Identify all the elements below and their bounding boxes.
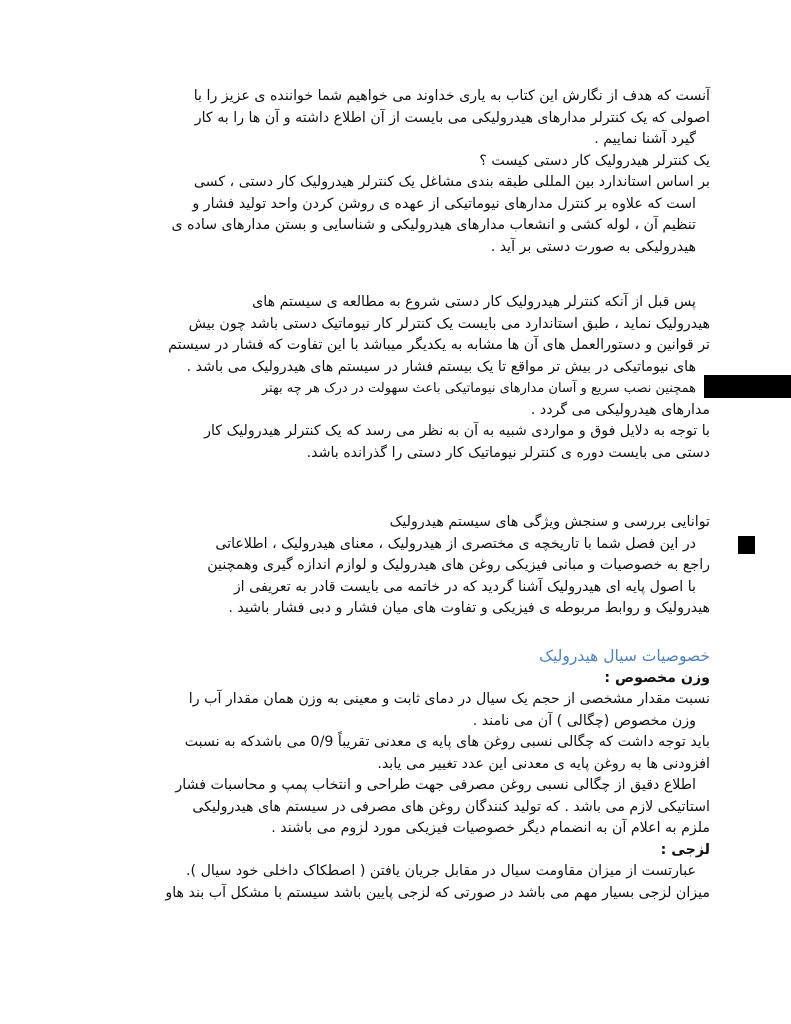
text-line: است که علاوه بر کنترل مدارهای نیوماتیکی از عهده ی روشن کردن واحد تولید فشار و: [192, 195, 696, 212]
text-line: دستی می بایست دوره ی کنترلر نیوماتیک کار دستی را گذرانده باشد.: [306, 444, 710, 461]
text-line: میزان لزجی بسیار مهم می باشد در صورتی که لزجی پایین باشد سیستم با مشکل آب بند هاو: [165, 884, 710, 901]
text-line: نسبت مقدار مشخصی از حجم یک سیال در دمای ثابت و معینی به وزن همان مقدار آب را: [188, 691, 710, 707]
intro-section: [94, 86, 710, 258]
subheading-viscosity: لزجی :: [660, 841, 710, 858]
text-line: باید توجه داشت که چگالی نسبی روغن های پایه ی معدنی تقریباً 0/9 می باشدکه به نسبت: [184, 734, 710, 750]
text-line: هیدرولیکی به صورت دستی بر آید .: [490, 238, 696, 255]
section-question: یک کنترلر هیدرولیک کار دستی کیست ؟: [479, 152, 710, 169]
subheading-specific-weight: وزن مخصوص :: [604, 669, 710, 686]
text-line: اطلاع دقیق از چگالی نسبی روغن مصرفی جهت طراحی و انتخاب پمپ و محاسبات فشار: [175, 777, 696, 793]
text-line: افزودنی ها به روغن پایه ی معدنی این عدد تغییر می یابد.: [377, 755, 710, 772]
text-line: استاتیکی لازم می باشد . که تولید کنندگان روغن های مصرفی در سیستم های هیدرولیکی: [192, 798, 710, 815]
text-line: بر اساس استاندارد بین المللی طبقه بندی مشاغل یک کنترلر هیدرولیک کار دستی ، کسی: [193, 174, 710, 190]
text-line: هیدرولیک و روابط مربوطه ی فیزیکی و تفاوت های میان فشار و دبی فشار باشید .: [228, 600, 710, 616]
text-line: پس قبل از آنکه کنترلر هیدرولیک کار دستی شروع به مطالعه ی سیستم های: [252, 294, 696, 310]
chapter-intro-section: [94, 512, 710, 620]
text-line: تر قوانین و دستورالعمل های آن ها مشابه به یکدیگر میباشد با این تفاوت که فشار در سیستم: [168, 337, 710, 353]
text-line: راجع به خصوصیات و مبانی فیزیکی روغن های هیدرولیک و لوازم اندازه گیری وهمچنین: [207, 557, 710, 573]
section-heading: خصوصیات سیال هیدرولیک: [539, 647, 710, 665]
redaction-bar: [704, 375, 791, 398]
text-line: تنظیم آن ، لوله کشی و انشعاب مدارهای هیدرولیکی و شناسایی و بستن مدارهای ساده ی: [171, 217, 696, 233]
text-line: همچنین نصب سریع و آسان مدارهای نیوماتیکی باعث سهولت در درک هر چه بهتر: [261, 381, 696, 396]
text-line: های نیوماتیکی در بیش تر مواقع تا یک بیستم فشار در سیستم های هیدرولیک می باشد .: [186, 358, 696, 375]
text-line: اصولی که یک کنترلر مدارهای هیدرولیکی می بایست از آن اطلاع داشته و آن ها را به کار: [194, 109, 710, 126]
redaction-square: [738, 536, 755, 554]
text-line: ملزم به اعلام آن به انضمام دیگر خصوصیات فیزیکی مورد لزوم می باشند .: [271, 820, 710, 836]
fluid-properties-section: [94, 646, 710, 904]
pneumatic-section: [94, 292, 710, 464]
text-line: آنست که هدف از نگارش این کتاب به یاری خداوند می خواهیم شما خواننده ی عزیز را با: [193, 88, 710, 104]
text-line: در این فصل شما با تاریخچه ی مختصری از هیدرولیک ، معنای هیدرولیک ، اطلاعاتی: [215, 535, 696, 552]
text-line: با اصول پایه ای هیدرولیک آشنا گردید که در خاتمه می بایست قادر به تعریفی از: [233, 578, 696, 595]
text-line: وزن مخصوص (چگالی ) آن می نامند .: [472, 712, 696, 729]
text-line: مدارهای هیدرولیکی می گردد .: [530, 401, 710, 418]
text-line: هیدرولیک نماید ، طبق استاندارد می بایست یک کنترلر کار نیوماتیک دستی باشد چون بیش: [188, 315, 710, 332]
chapter-title: توانایی بررسی و سنجش ویژگی های سیستم هیدرولیک: [389, 514, 710, 530]
text-line: با توجه به دلایل فوق و مواردی شبیه به آن به نظر می رسد که یک کنترلر هیدرولیک کار: [204, 423, 710, 439]
text-line: عبارتست از میزان مقاومت سیال در مقابل جریان یافتن ( اصطکاک داخلی خود سیال ).: [186, 863, 696, 879]
text-line: گیرد آشنا نماییم .: [594, 131, 696, 147]
